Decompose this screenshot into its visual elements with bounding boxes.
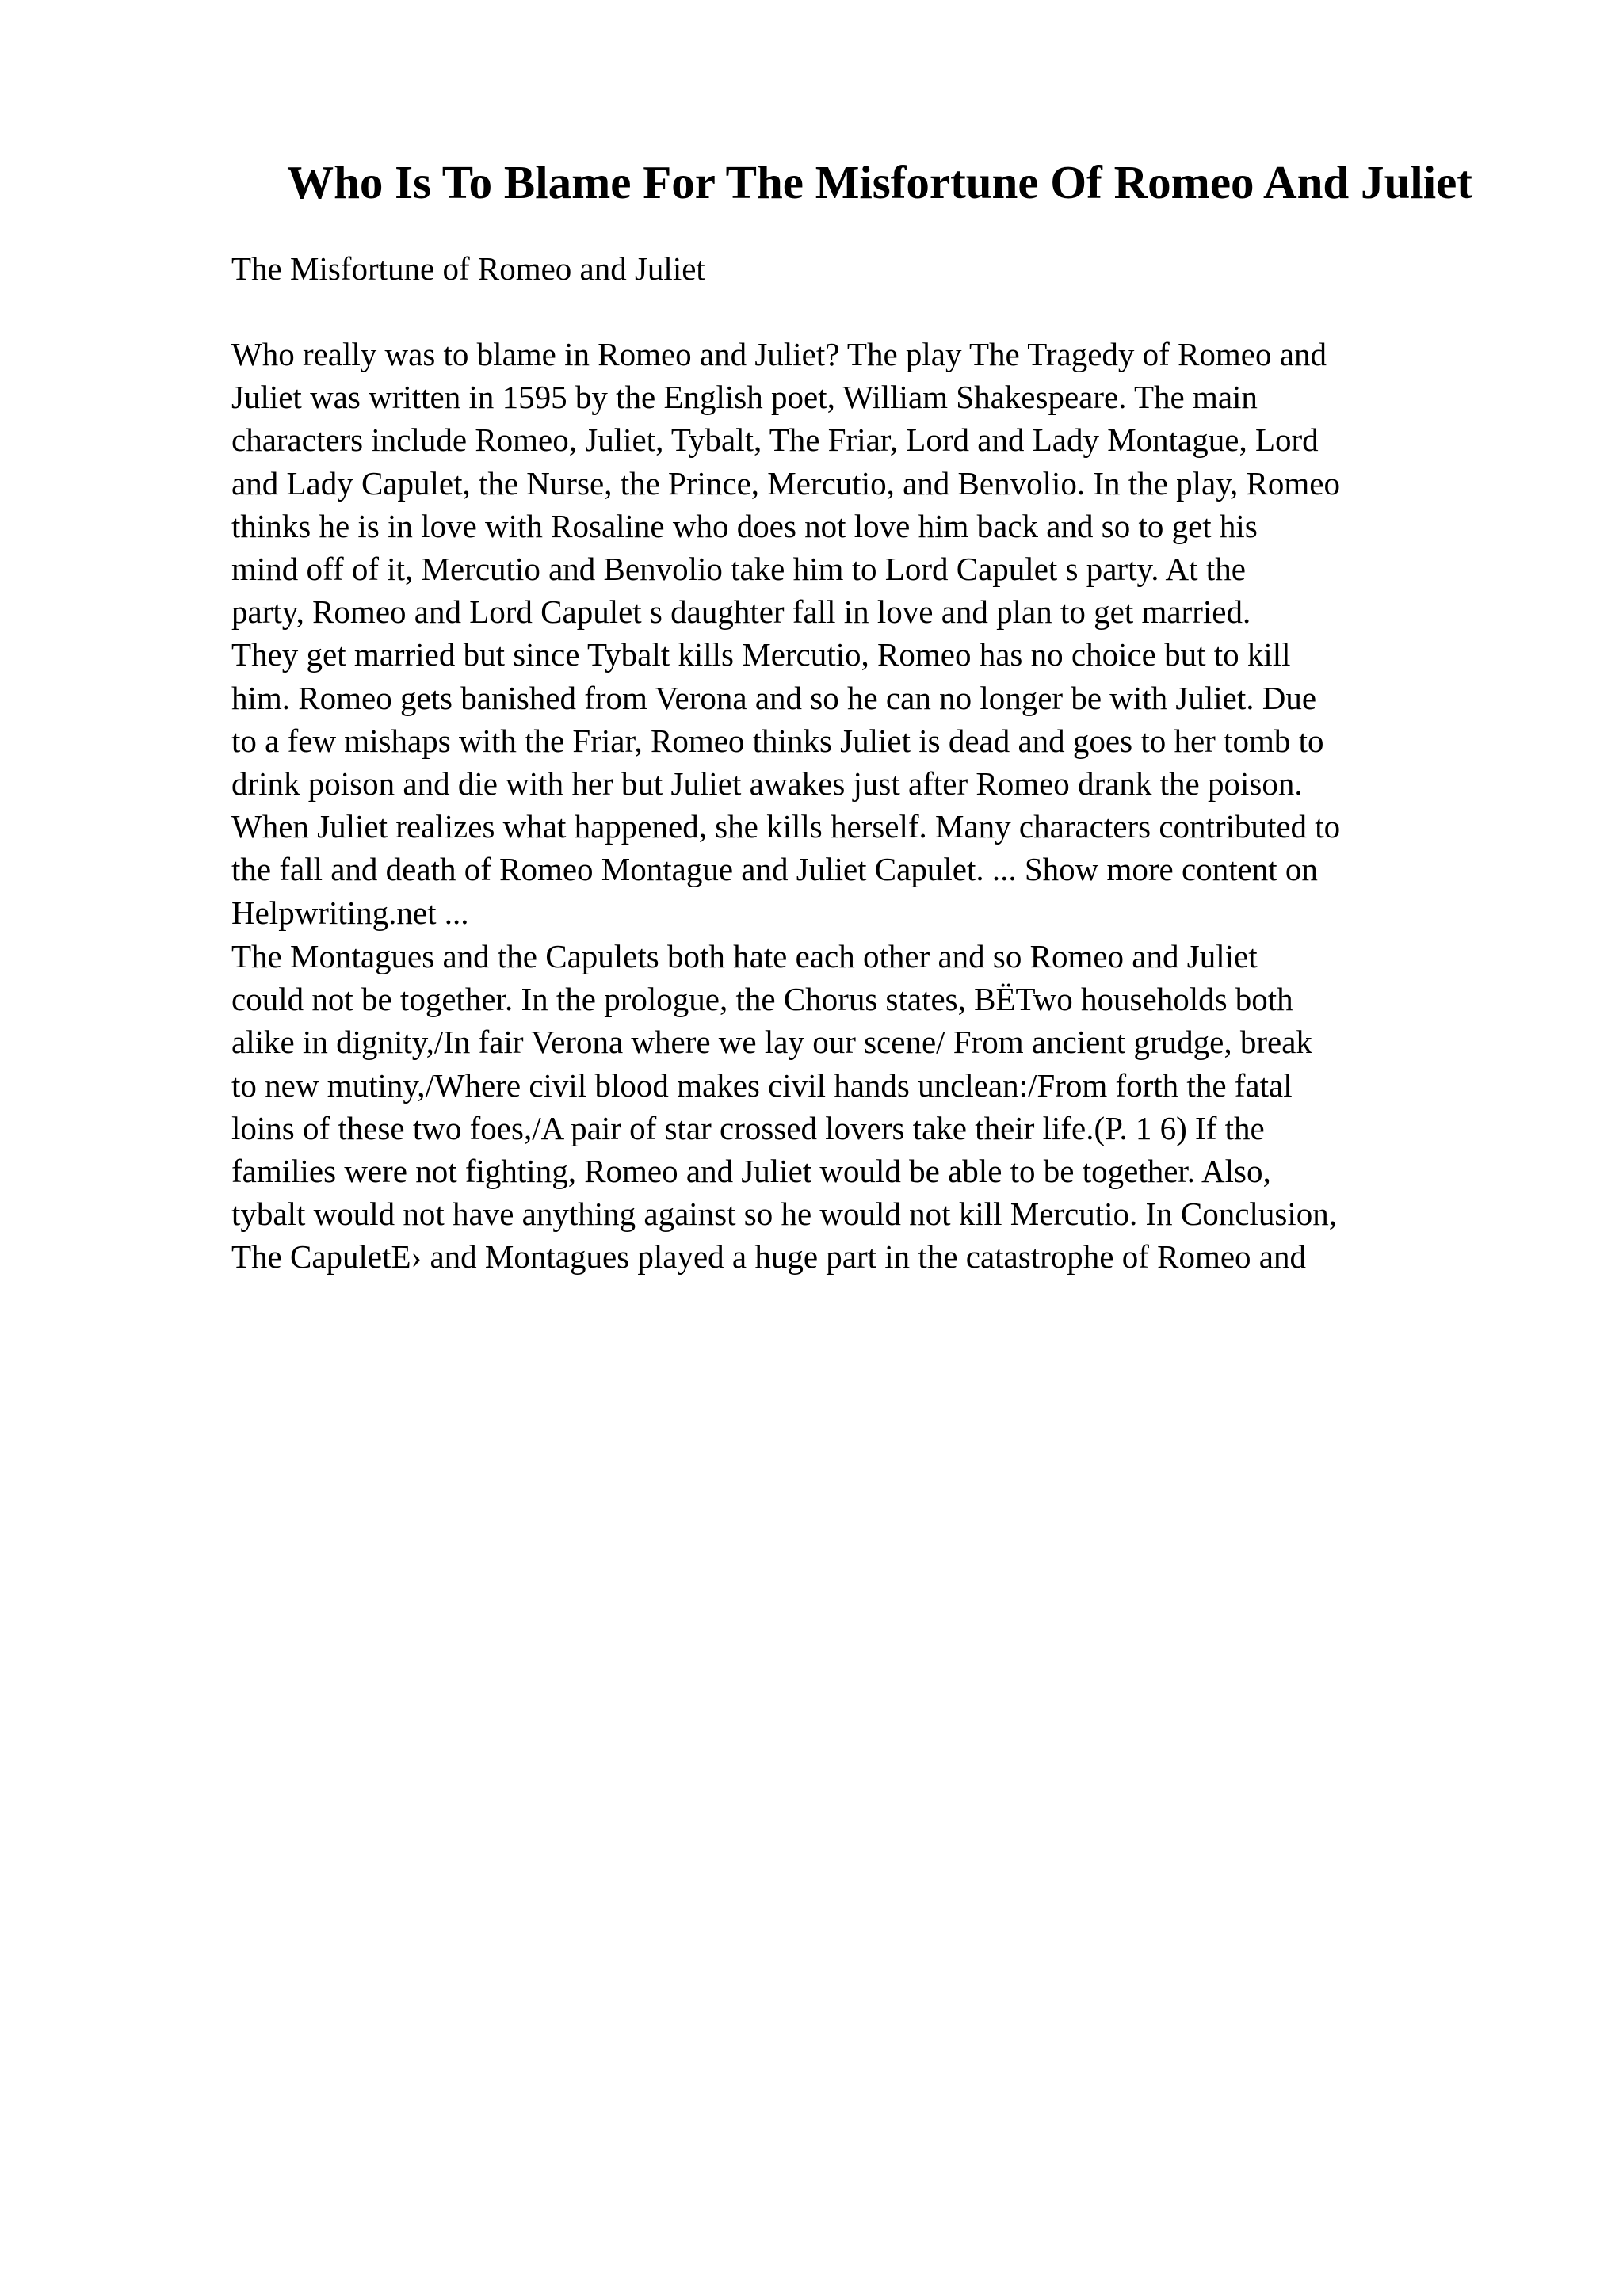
- body-paragraph-1: Who really was to blame in Romeo and Juliet? The play The Tragedy of Romeo and Juliet was written in 1595 by the English poet, William Shakespeare. The main characters include Romeo, Juliet, Tybalt, The Friar, Lord and Lady Montague, Lord and Lady Capulet, the Nurse, the Prince, Mercutio, and Benvolio. In the play, Romeo thinks he is in love with Rosaline who does not love him back and so to get his mind off of it, Mercutio and Benvolio take him to Lord Capulet s party. At the party, Romeo and Lord Capulet s daughter fall in love and plan to get married. They get married but since Tybalt kills Mercutio, Romeo has no choice but to kill him. Romeo gets banished from Verona and so he can no longer be with Juliet. Due to a few mishaps with the Friar, Romeo thinks Juliet is dead and goes to her tomb to drink poison and die with her but Juliet awakes just after Romeo drank the poison. When Juliet realizes what happened, she kills herself. Many characters contributed to the fall and death of Romeo Montague and Juliet Capulet. ... Show more content on Helpwriting.net ...: [231, 336, 1341, 931]
- document-subtitle: The Misfortune of Romeo and Juliet: [231, 250, 705, 287]
- document-title: Who Is To Blame For The Misfortune Of Romeo And Juliet: [287, 156, 1472, 208]
- body-paragraph-2: The Montagues and the Capulets both hate each other and so Romeo and Juliet could not be together. In the prologue, the Chorus states, BËTwo households both alike in dignity,/In fair Verona where we lay our scene/ From ancient grudge, break to new mutiny,/Where civil blood makes civil hands unclean:/From forth the fatal loins of these two foes,/A pair of star crossed lovers take their life.(P. 1 6) If the families were not fighting, Romeo and Juliet would be able to be together. Also, tybalt would not have anything against so he would not kill Mercutio. In Conclusion, The CapuletE› and Montagues played a huge part in the catastrophe of Romeo and: [231, 938, 1337, 1276]
